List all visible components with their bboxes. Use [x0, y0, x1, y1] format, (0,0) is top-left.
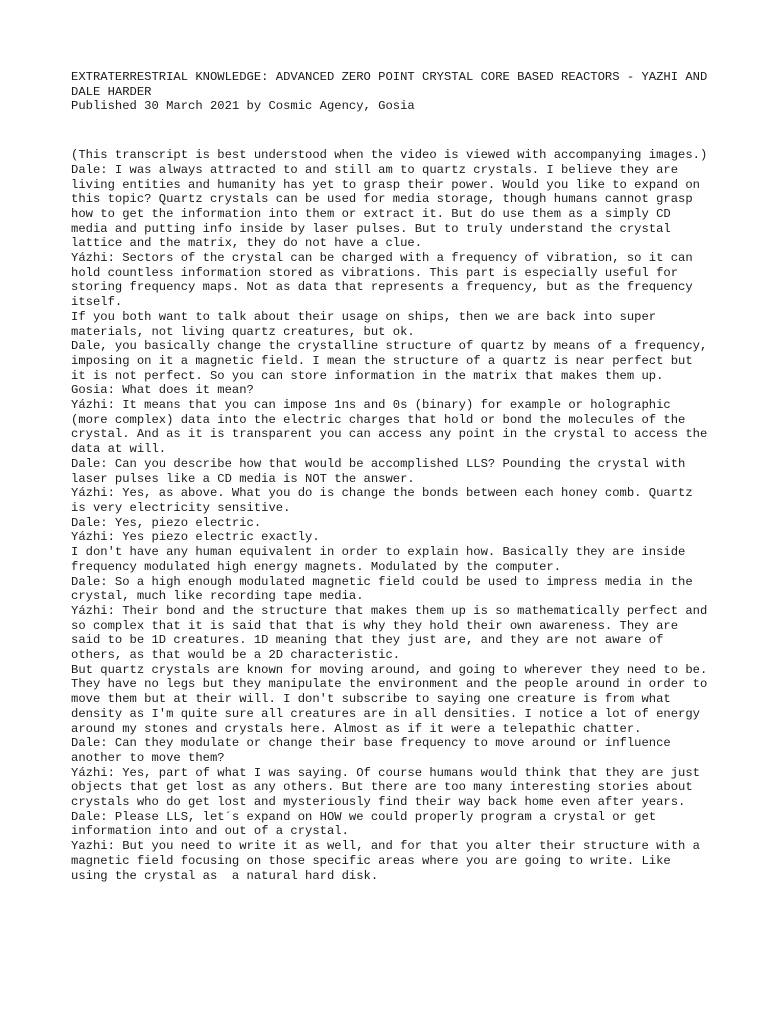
paragraph: Yázhi: It means that you can impose 1ns and 0s (binary) for example or holographic (more complex) data into the electric charges that hold or bond the molecules of the crystal. And as it is transparent you can access any point in the crystal to access the data at will.	[71, 398, 715, 457]
transcript-body	[71, 148, 715, 883]
document-title: EXTRATERRESTRIAL KNOWLEDGE: ADVANCED ZERO POINT CRYSTAL CORE BASED REACTORS - YAZHI AND DALE HARDER	[71, 70, 715, 99]
paragraph: I don't have any human equivalent in order to explain how. Basically they are inside frequency modulated high energy magnets. Modulated by the computer.	[71, 545, 693, 574]
paragraph: (This transcript is best understood when the video is viewed with accompanying images.)	[71, 148, 708, 163]
paragraph: Yázhi: Sectors of the crystal can be charged with a frequency of vibration, so it can hold countless information stored as vibrations. This part is especially useful for storing frequency maps. Not as data that represents a frequency, but as the frequency itself.	[71, 251, 700, 310]
paragraph: Dale: Can you describe how that would be accomplished LLS? Pounding the crystal with laser pulses like a CD media is NOT the answer.	[71, 456, 693, 486]
paragraph: Gosia: What does it mean?	[71, 383, 254, 398]
paragraph: Yázhi: Yes, part of what I was saying. Of course humans would think that they are just objects that get lost as any others. But there are too many interesting stories about crystals who do get lost and mysteriously find their way back home even after years.	[71, 765, 708, 810]
paragraph: Dale: I was always attracted to and still am to quartz crystals. I believe they are living entities and humanity has yet to grasp their power. Would you like to expand on this topic? Quartz crystals can be used for media storage, though humans cannot grasp how to get the information into them or extract it. But do use them as a simply CD media and putting info inside by laser pulses. But to truly understand the crystal lattice and the matrix, they do not have a clue.	[71, 162, 708, 251]
document-page	[71, 70, 715, 883]
paragraph: Yazhi: But you need to write it as well, and for that you alter their structure with a magnetic field focusing on those specific areas where you are going to write. Like using the crystal as a natural hard disk.	[71, 839, 708, 883]
paragraph: Dale: So a high enough modulated magnetic field could be used to impress media in the crystal, much like recording tape media.	[71, 574, 700, 604]
paragraph: But quartz crystals are known for moving around, and going to wherever they need to be. They have no legs but they manipulate the environment and the people around in order to move them but at their will. I don't subscribe to saying one creature is from what density as I'm quite sure all creatures are in all densities. I notice a lot of energy around my stones and crystals here. Almost as if it were a telepathic chatter.	[71, 662, 715, 736]
paragraph: Dale: Please LLS, let´s expand on HOW we could properly program a crystal or get information into and out of a crystal.	[71, 809, 664, 839]
paragraph: Yázhi: Their bond and the structure that makes them up is so mathematically perfect and so complex that it is said that that is why they hold their own awareness. They are said to be 1D creatures. 1D meaning that they just are, and they are not aware of others, as that would be a 2D characteristic.	[71, 603, 715, 663]
paragraph: Yázhi: Yes piezo electric exactly.	[71, 530, 320, 545]
paragraph: If you both want to talk about their usage on ships, then we are back into super materials, not living quartz creatures, but ok.	[71, 309, 664, 339]
paragraph: Yázhi: Yes, as above. What you do is change the bonds between each honey comb. Quartz is very electricity sensitive.	[71, 486, 700, 515]
paragraph: Dale: Can they modulate or change their base frequency to move around or influence another to move them?	[71, 736, 679, 765]
paragraph: Dale, you basically change the crystalline structure of quartz by means of a frequency, imposing on it a magnetic field. I mean the structure of a quartz is near perfect but it is not perfect. So you can store information in the matrix that makes them up.	[71, 339, 715, 383]
paragraph: Dale: Yes, piezo electric.	[71, 515, 262, 530]
published-line: Published 30 March 2021 by Cosmic Agency, Gosia	[71, 99, 415, 114]
spacer	[71, 114, 711, 148]
